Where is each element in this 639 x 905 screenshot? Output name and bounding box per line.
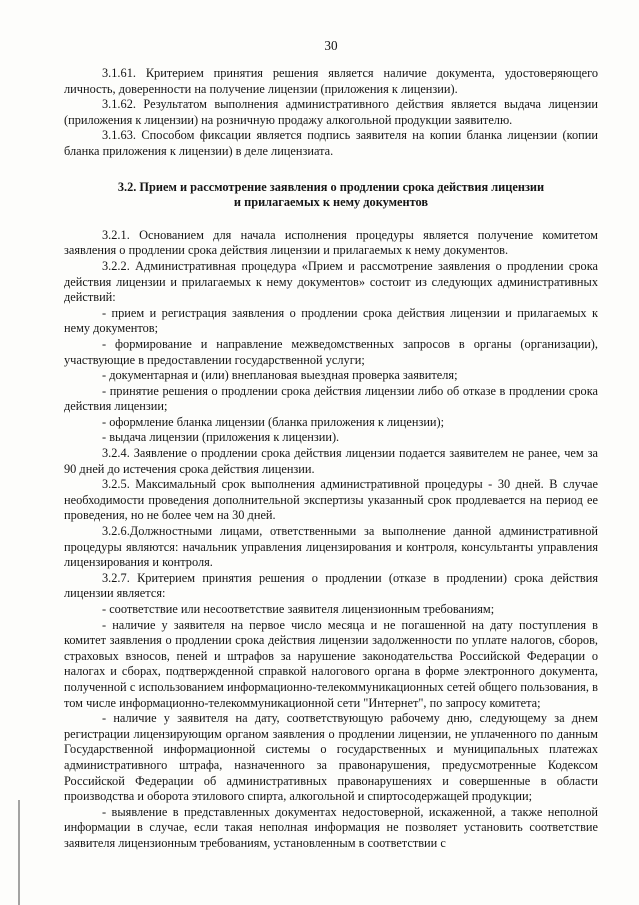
list-item: - соответствие или несоответствие заявителя лицензионным требованиям;	[102, 602, 495, 616]
paragraph: 3.1.63. Способом фиксации является подпись заявителя на копии бланка лицензии (копии бланка приложения к лицензии) в деле лицензиата.	[64, 128, 598, 158]
list-item: - документарная и (или) внеплановая выездная проверка заявителя;	[102, 368, 458, 383]
list-item: - прием и регистрация заявления о продлении срока действия лицензии и прилагаемых к нему документов;	[64, 305, 598, 336]
list-item: - оформление бланка лицензии (бланка приложения к лицензии);	[102, 414, 445, 429]
list-item: - формирование и направление межведомственных запросов в органы (организации), участвующие в предоставлении государственной услуги;	[64, 336, 598, 367]
paragraph: 3.1.62. Результатом выполнения административного действия является выдача лицензии (приложения к лицензии) на розничную продажу алкогольной продукции заявителю.	[64, 97, 598, 127]
section-heading-line: 3.2. Прием и рассмотрение заявления о продлении срока действия лицензии	[117, 179, 545, 194]
document-body	[64, 66, 598, 852]
section-heading-line: и прилагаемых к нему документов	[233, 195, 429, 210]
section-heading	[64, 180, 598, 211]
paragraph: 3.2.6.Должностными лицами, ответственными за выполнение данной административной процедуры являются: начальник управления лицензирования и контроля, консультанты управления лицензирования и контроля.	[64, 524, 598, 570]
list-item: - наличие у заявителя на дату, соответствующую рабочему дню, следующему за днем регистрации лицензирующим органом заявления о продлении лицензии, не уплаченного по данным Государственной информационной системы о государственных и муниципальных платежах административного штрафа, назначенного за правонарушения, предусмотренные Кодексом Российской Федерации об административных правонарушениях и совершенные в области производства и оборота этилового спирта, алкогольной и спиртосодержащей продукции;	[64, 711, 598, 804]
paragraph: 3.2.7. Критерием принятия решения о продлении (отказе в продлении) срока действия лицензии является:	[64, 570, 598, 601]
list-item: - выдача лицензии (приложения к лицензии).	[102, 430, 340, 445]
paragraph: 3.1.61. Критерием принятия решения является наличие документа, удостоверяющего личность, доверенности на получение лицензии (приложения к лицензии).	[64, 66, 598, 96]
page-number: 30	[324, 38, 338, 53]
paragraph: 3.2.1. Основанием для начала исполнения процедуры является получение комитетом заявления о продлении срока действия лицензии и прилагаемых к нему документов.	[64, 227, 598, 258]
paragraph: 3.2.4. Заявление о продлении срока действия лицензии подается заявителем не ранее, чем за 90 дней до истечения срока действия лицензии.	[64, 446, 598, 476]
paragraph: 3.2.2. Административная процедура «Прием и рассмотрение заявления о продлении срока действия лицензии и прилагаемых к нему документов» состоит из следующих административных действий:	[64, 258, 598, 305]
list-item: - принятие решения о продлении срока действия лицензии либо об отказе в продлении срока действия лицензии;	[64, 383, 598, 414]
list-item: - выявление в представленных документах недостоверной, искаженной, а также неполной информации в случае, если такая неполная информация не позволяет установить соответствие заявителя лицензионным требованиям, установленным в соответствии с	[64, 804, 598, 850]
paragraph: 3.2.5. Максимальный срок выполнения административной процедуры - 30 дней. В случае необходимости проведения дополнительной экспертизы указанный срок продлевается на период ее проведения, но не более чем на 30 дней.	[64, 477, 598, 523]
list-item: - наличие у заявителя на первое число месяца и не погашенной на дату поступления в комитет заявления о продлении срока действия лицензии задолженности по уплате налогов, сборов, страховых взносов, пеней и штрафов за нарушение законодательства Российской Федерации о налогах и сборах, подтвержденной справкой налогового органа в форме электронного документа, полученной с использованием информационно-телекоммуникационных сетей общего пользования, в том числе информационно-телекоммуникационной сети "Интернет", по запросу комитета;	[64, 617, 598, 710]
scan-edge-shadow	[18, 800, 20, 905]
